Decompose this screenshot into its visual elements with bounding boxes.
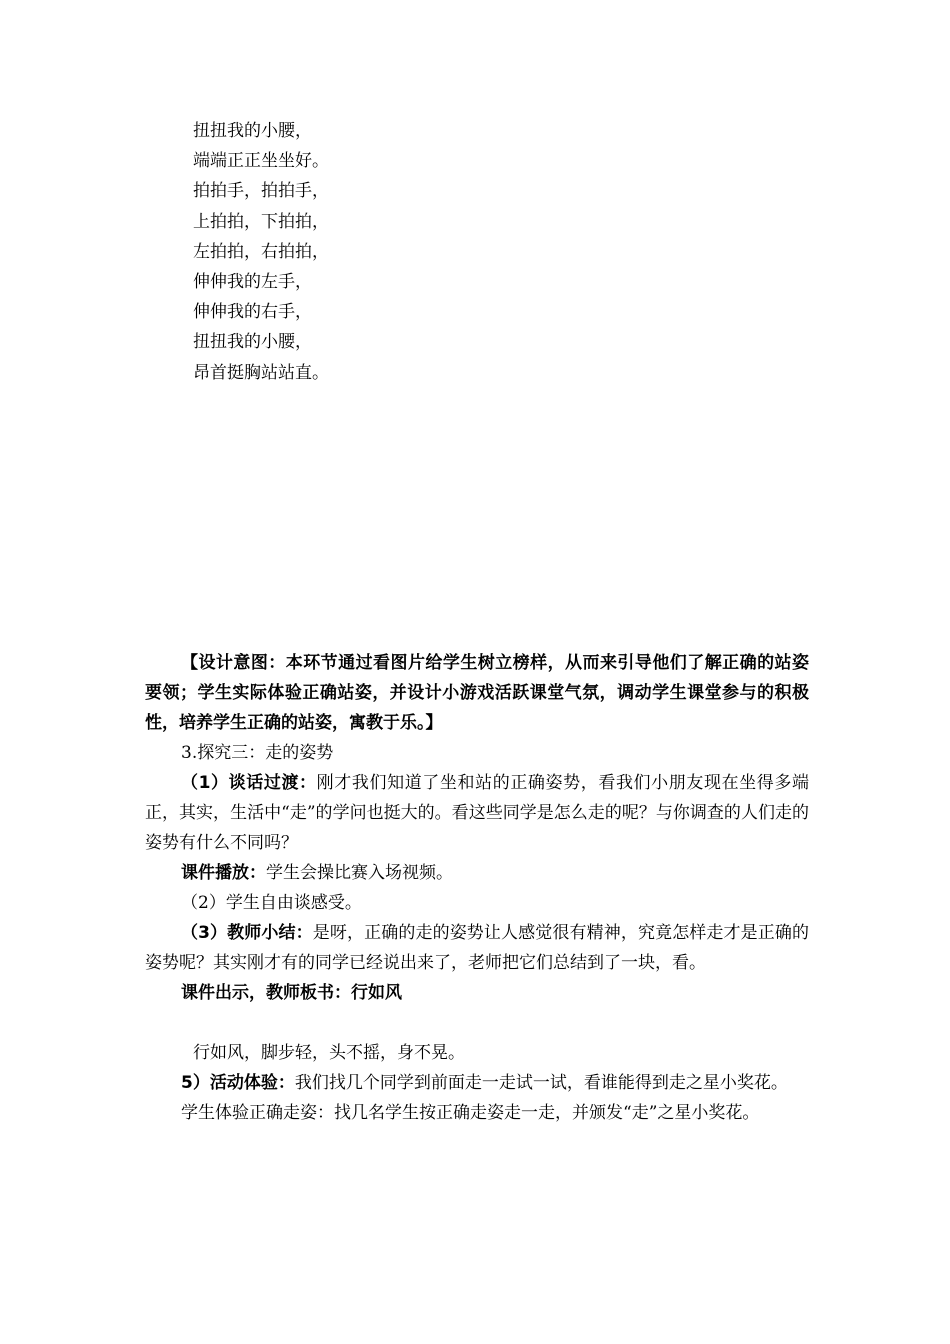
walking-motto: 行如风，脚步轻，头不摇，身不晃。 bbox=[193, 1043, 465, 1063]
practice-paragraph: 学生体验正确走姿：找几名学生按正确走姿走一走，并颁发“走”之星小奖花。 bbox=[181, 1103, 760, 1123]
step-1-paragraph bbox=[145, 768, 809, 858]
courseware-show-paragraph: 课件出示，教师板书：行如风 bbox=[181, 983, 402, 1003]
poem-line: 上拍拍，下拍拍， bbox=[193, 211, 329, 232]
step-1-text: 刚才我们知道了坐和站的正确姿势，看我们小朋友现在坐得多端正，其实，生活中“走”的学问也挺大的。看这些同学是怎么走的呢？与你调查的人们走的姿势有什么不同吗？ bbox=[145, 773, 809, 853]
step-3-paragraph bbox=[145, 918, 809, 978]
step-3-text: 是呀，正确的走的姿势让人感觉很有精神，究竟怎样走才是正确的姿势呢？其实刚才有的同学已经说出来了，老师把它们总结到了一块，看。 bbox=[145, 923, 809, 973]
poem-line: 扭扭我的小腰， bbox=[193, 121, 312, 141]
step-2-paragraph: （2）学生自由谈感受。 bbox=[181, 893, 362, 913]
courseware-play-lead: 课件播放： bbox=[181, 863, 266, 883]
step-5-lead: 5）活动体验： bbox=[181, 1073, 295, 1093]
design-intent-note: 【设计意图：本环节通过看图片给学生树立榜样，从而来引导他们了解正确的站姿要领；学生实际体验正确站姿，并设计小游戏活跃课堂气氛，调动学生课堂参与的积极性，培养学生正确的站姿，寓教于乐。】 bbox=[145, 653, 809, 733]
step-5-paragraph bbox=[145, 1068, 809, 1098]
step-5-text: 我们找几个同学到前面走一走试一试，看谁能得到走之星小奖花。 bbox=[294, 1073, 788, 1093]
poem-line: 拍拍手，拍拍手， bbox=[193, 181, 329, 202]
section-title: 3.探究三：走的姿势 bbox=[181, 743, 334, 763]
poem-block bbox=[193, 116, 593, 388]
poem-line: 伸伸我的右手， bbox=[193, 302, 312, 323]
poem-line: 端端正正坐坐好。 bbox=[193, 151, 329, 172]
poem-line: 伸伸我的左手， bbox=[193, 272, 312, 293]
lesson-body bbox=[145, 648, 809, 1128]
step-3-lead: （3）教师小结： bbox=[181, 923, 313, 943]
step-1-lead: （1）谈话过渡： bbox=[181, 773, 317, 793]
spacer bbox=[145, 1008, 809, 1038]
poem-line: 左拍拍，右拍拍， bbox=[193, 241, 329, 262]
poem-line: 昂首挺胸站站直。 bbox=[193, 362, 329, 383]
courseware-play-text: 学生会操比赛入场视频。 bbox=[266, 863, 453, 883]
poem-line: 扭扭我的小腰， bbox=[193, 332, 312, 353]
courseware-play-paragraph bbox=[145, 858, 809, 888]
